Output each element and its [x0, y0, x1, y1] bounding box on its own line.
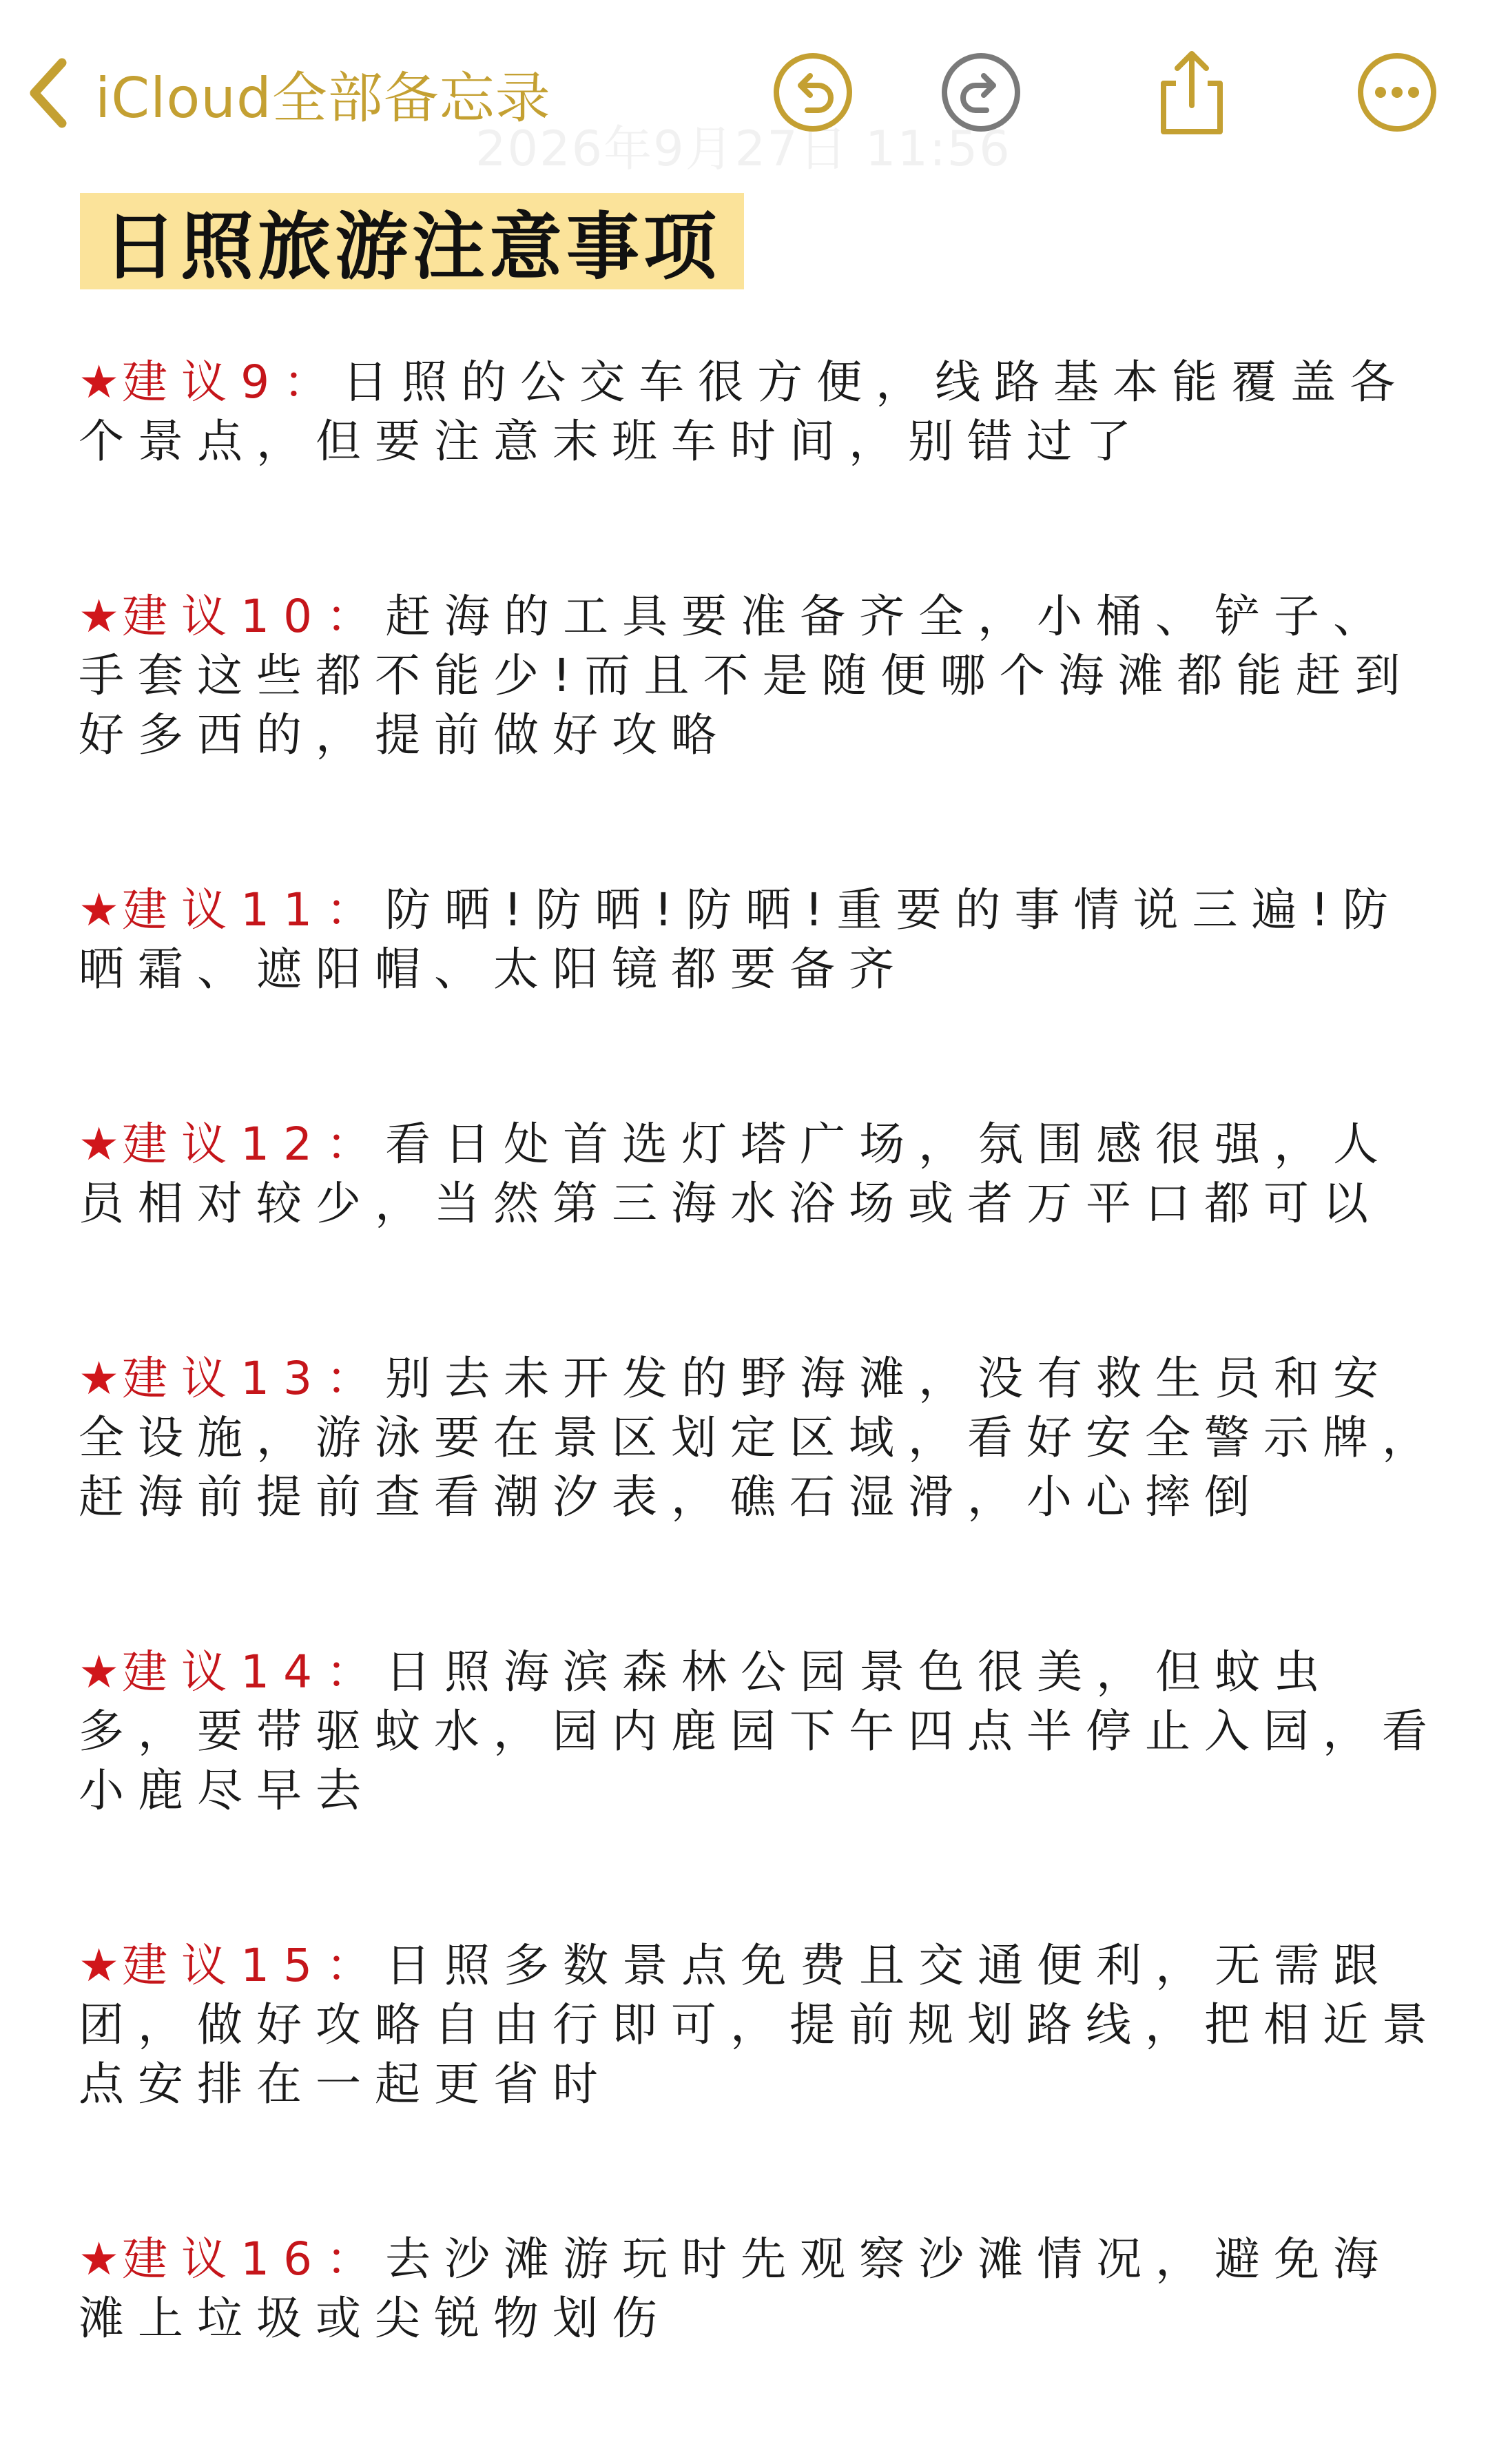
star-icon: ★: [79, 1352, 123, 1405]
star-icon: ★: [79, 883, 123, 936]
tip-label: 建议16：: [122, 2232, 386, 2286]
note-body[interactable]: [79, 353, 1449, 2464]
tip-text: 防晒!防晒!防晒!重要的事情说三遍!防晒霜、遮阳帽、太阳镜都要备齐: [79, 883, 1402, 996]
tip-text: 去沙滩游玩时先观察沙滩情况，避免海滩上垃圾或尖锐物划伤: [79, 2232, 1393, 2345]
tip-item: [79, 1936, 1449, 2114]
more-button[interactable]: [1354, 50, 1440, 135]
star-icon: ★: [79, 356, 123, 409]
tip-label: 建议10：: [122, 590, 386, 643]
tip-item: [79, 1643, 1449, 1820]
tip-label: 建议9：: [122, 356, 343, 409]
tip-label: 建议15：: [122, 1939, 386, 1992]
tip-item: [79, 1115, 1449, 1233]
tip-text: 日照的公交车很方便，线路基本能覆盖各个景点，但要注意末班车时间，别错过了: [79, 356, 1409, 468]
note-timestamp: 2026年9月27日 11:56: [475, 121, 1011, 177]
chevron-left-icon: [28, 57, 68, 129]
redo-icon: [940, 51, 1022, 134]
share-button[interactable]: [1149, 50, 1234, 135]
tip-item: [79, 881, 1449, 999]
tip-label: 建议11：: [122, 883, 386, 936]
note-title: 日照旅游注意事项: [103, 205, 721, 289]
tip-item: [79, 2230, 1449, 2348]
tip-text: 赶海的工具要准备齐全，小桶、铲子、手套这些都不能少!而且不是随便哪个海滩都能赶到好多西的，提前做好攻略: [79, 590, 1414, 761]
tip-item: [79, 587, 1449, 765]
tip-label: 建议13：: [122, 1352, 386, 1405]
star-icon: ★: [79, 1939, 123, 1992]
star-icon: ★: [79, 590, 123, 643]
share-icon: [1154, 48, 1230, 137]
back-button[interactable]: [28, 48, 551, 138]
redo-button[interactable]: [938, 50, 1024, 135]
tip-label: 建议14：: [122, 1645, 386, 1698]
tip-item: [79, 353, 1449, 471]
star-icon: ★: [79, 1118, 123, 1171]
navigation-bar: [0, 0, 1488, 186]
tip-label: 建议12：: [122, 1118, 386, 1171]
star-icon: ★: [79, 1645, 123, 1698]
back-label: iCloud全部备忘录: [95, 65, 551, 130]
tip-text: 别去未开发的野海滩，没有救生员和安全设施，游泳要在景区划定区域，看好安全警示牌，赶海前提前查看潮汐表，礁石湿滑，小心摔倒: [79, 1352, 1441, 1523]
tip-item: [79, 1349, 1449, 1527]
undo-icon: [772, 51, 854, 134]
tip-text: 日照多数景点免费且交通便利，无需跟团，做好攻略自由行即可，提前规划路线，把相近景点安排在一起更省时: [79, 1939, 1441, 2111]
tip-text: 看日处首选灯塔广场，氛围感很强，人员相对较少，当然第三海水浴场或者万平口都可以: [79, 1118, 1393, 1230]
tip-text: 日照海滨森林公园景色很美，但蚊虫多，要带驱蚊水，园内鹿园下午四点半停止入园，看小鹿尽早去: [79, 1645, 1441, 1817]
note-title-highlight: [80, 193, 744, 289]
more-icon: [1356, 51, 1438, 134]
undo-button[interactable]: [770, 50, 856, 135]
star-icon: ★: [79, 2232, 123, 2286]
